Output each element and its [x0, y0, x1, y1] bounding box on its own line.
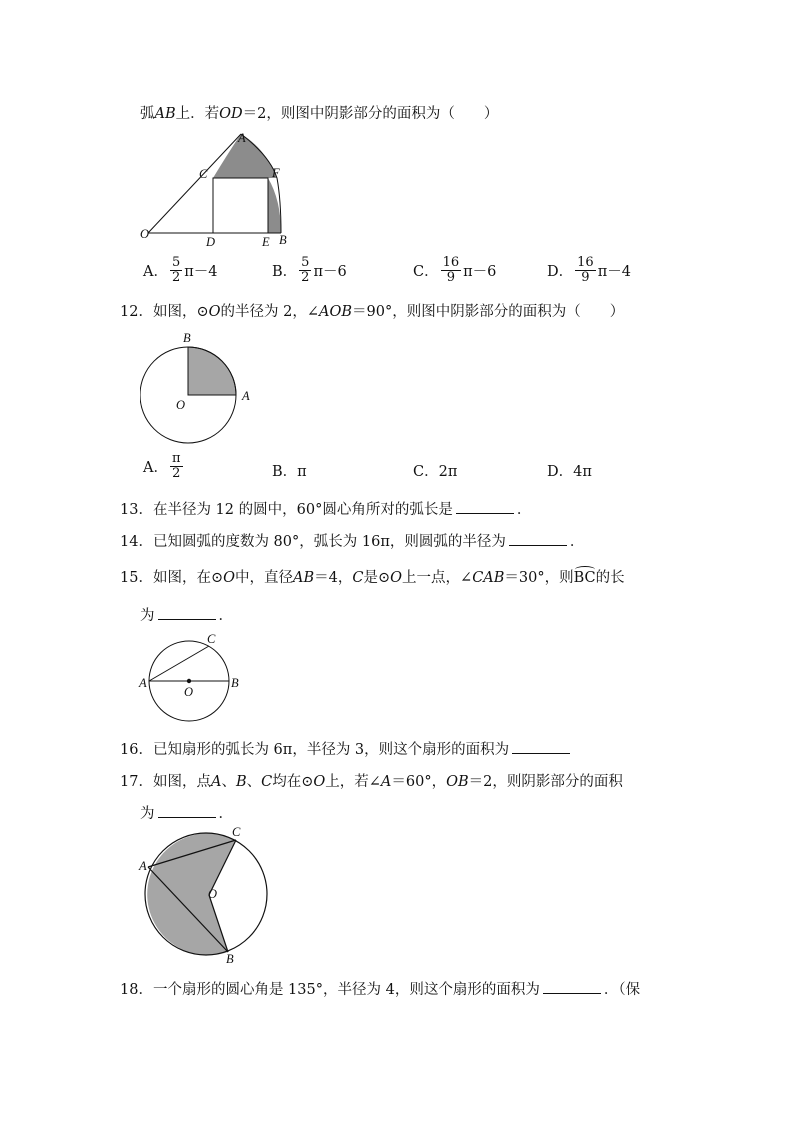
- q12-stem: [120, 300, 624, 321]
- answer-blank[interactable]: [158, 607, 216, 620]
- q15-center-dot: [187, 679, 191, 683]
- q12-shaded-sector: [188, 347, 236, 395]
- q17-text: 、: [246, 774, 262, 790]
- fraction-num: π: [171, 451, 181, 466]
- fraction-den: 2: [172, 466, 181, 481]
- q11-text: 弧: [140, 106, 155, 122]
- q17-var: A: [380, 774, 392, 790]
- question-number: 14．: [120, 534, 153, 550]
- q15-text: 是⊙: [363, 570, 391, 586]
- answer-blank[interactable]: [543, 981, 601, 994]
- q17-figure: [136, 824, 276, 966]
- q15-text: 为: [140, 608, 155, 624]
- q15-text: ＝4，: [314, 570, 353, 586]
- option-letter: D．: [547, 464, 574, 480]
- q16-text: 已知扇形的弧长为 6π，半径为 3，则这个扇形的面积为: [152, 742, 510, 758]
- q14-text: 已知圆弧的度数为 80°，弧长为 16π，则圆弧的半径为: [152, 534, 506, 550]
- q11-shaded-right: [268, 178, 281, 233]
- q18-text: 一个扇形的圆心角是 135°，半径为 4，则这个扇形的面积为: [152, 982, 540, 998]
- q11-text: 上．若: [175, 106, 220, 122]
- q17-end: ．: [218, 806, 233, 822]
- q15-label-a: A: [139, 676, 147, 690]
- fraction: [170, 256, 182, 285]
- answer-blank[interactable]: [509, 533, 567, 546]
- q13-end: ．: [516, 502, 532, 518]
- q17-var: OB: [446, 774, 469, 790]
- option-letter: B．: [272, 464, 298, 480]
- q11-option-a: [143, 256, 218, 285]
- q17-stem: [120, 770, 623, 791]
- q11-option-b: [272, 256, 347, 285]
- answer-blank[interactable]: [512, 741, 570, 754]
- q12-option-b: [272, 460, 307, 481]
- q15-var: AB: [293, 570, 315, 586]
- q12-label-a: A: [242, 389, 250, 403]
- q16-stem: [120, 738, 573, 759]
- option-letter: C．: [413, 264, 439, 280]
- option-letter: C．: [413, 464, 439, 480]
- q11-square-cdef: [213, 178, 268, 233]
- q15-text: 上一点，∠: [402, 570, 473, 586]
- q13-text: 在半径为 12 的圆中，60°圆心角所对的弧长是: [152, 502, 453, 518]
- option-letter: B．: [272, 264, 298, 280]
- option-value: π: [297, 464, 307, 480]
- q11-label-b: B: [279, 233, 287, 247]
- q11-label-d: D: [206, 235, 216, 248]
- fraction: [441, 256, 462, 285]
- q15-line2: [140, 604, 233, 625]
- q17-text: ＝60°，: [391, 774, 447, 790]
- q15-var: O: [390, 570, 403, 586]
- q12-option-c: [413, 460, 457, 481]
- question-number: 12．: [120, 304, 153, 320]
- q18-end: ．（保: [603, 982, 641, 998]
- q17-label-c: C: [232, 825, 241, 839]
- option-tail: π－4: [184, 264, 218, 280]
- fraction-den: 2: [171, 270, 181, 285]
- q15-var: C: [352, 570, 364, 586]
- answer-blank[interactable]: [158, 805, 216, 818]
- option-value: 2π: [438, 464, 458, 480]
- fraction-num: 5: [171, 255, 181, 270]
- fraction-num: 16: [442, 255, 460, 270]
- q18-stem: [120, 978, 640, 999]
- q15-var: O: [223, 570, 235, 586]
- q15-figure: [136, 630, 246, 724]
- q12-text: 如图，⊙: [152, 304, 209, 320]
- question-number: 16．: [120, 742, 153, 758]
- option-tail: π－4: [597, 264, 631, 280]
- q15-text: 的长: [595, 570, 625, 586]
- fraction-num: 5: [301, 255, 310, 270]
- option-letter: A．: [143, 264, 168, 280]
- fraction-den: 2: [301, 270, 310, 285]
- q15-text: ＝30°，则: [504, 570, 574, 586]
- q11-label-f: F: [272, 166, 280, 180]
- q15-stem: [120, 566, 625, 587]
- q11-text: ＝2，则图中阴影部分的面积为（ ）: [242, 106, 499, 122]
- q11-continuation: [140, 102, 498, 123]
- q17-text: 、: [221, 774, 236, 790]
- q15-arc-bc: BC: [573, 570, 596, 586]
- q17-label-a: A: [139, 859, 147, 873]
- question-number: 17．: [120, 774, 153, 790]
- q15-text: 如图，在⊙: [152, 570, 224, 586]
- q15-var: CAB: [472, 570, 505, 586]
- q11-figure: [140, 128, 300, 248]
- fraction-den: 9: [581, 270, 590, 285]
- q15-label-o: O: [184, 685, 194, 699]
- q12-option-d: [547, 460, 592, 481]
- q11-label-o: O: [140, 227, 150, 241]
- fraction-den: 9: [446, 270, 456, 285]
- q11-label-c: C: [199, 167, 208, 181]
- q15-text: 中，直径: [235, 570, 293, 586]
- q15-chord-ac: [149, 646, 209, 681]
- q15-end: ．: [218, 608, 233, 624]
- q17-text: 如图，点: [152, 774, 211, 790]
- q14-stem: [120, 530, 584, 551]
- q12-text: 的半径为 2，∠: [220, 304, 319, 320]
- fraction-num: 16: [577, 255, 594, 270]
- q12-figure: [140, 330, 260, 448]
- q13-stem: [120, 498, 531, 519]
- q17-label-o: O: [208, 887, 218, 901]
- q12-var-aob: AOB: [318, 304, 352, 320]
- q17-text: 上，若∠: [325, 774, 381, 790]
- q17-line2: [140, 802, 233, 823]
- answer-blank[interactable]: [456, 501, 514, 514]
- option-tail: π－6: [463, 264, 497, 280]
- q17-var: O: [313, 774, 326, 790]
- q12-var-o: O: [208, 304, 221, 320]
- q14-end: ．: [569, 534, 585, 550]
- question-number: 13．: [120, 502, 153, 518]
- q17-text: 均在⊙: [272, 774, 314, 790]
- q17-text: ＝2，则阴影部分的面积: [468, 774, 623, 790]
- option-letter: D．: [547, 264, 574, 280]
- q15-label-c: C: [207, 632, 216, 646]
- q17-var: A: [210, 774, 222, 790]
- question-number: 15．: [120, 570, 153, 586]
- fraction: [170, 452, 183, 481]
- question-number: 18．: [120, 982, 153, 998]
- q17-var: B: [235, 774, 247, 790]
- q12-label-b: B: [183, 331, 191, 345]
- q11-var-od: OD: [219, 106, 243, 122]
- q17-var: C: [261, 774, 273, 790]
- q11-label-a: A: [238, 131, 246, 145]
- q11-var-ab: AB: [154, 106, 176, 122]
- q11-label-e: E: [262, 235, 270, 248]
- q15-label-b: B: [231, 676, 239, 690]
- q17-label-b: B: [226, 952, 234, 966]
- option-letter: A．: [143, 460, 168, 476]
- option-tail: π－6: [313, 264, 347, 280]
- q12-option-a: [143, 452, 185, 481]
- q11-line-oa: [148, 134, 241, 233]
- q11-option-c: [413, 256, 496, 285]
- q11-option-d: [547, 256, 631, 285]
- q12-text: ＝90°，则图中阴影部分的面积为（ ）: [352, 304, 625, 320]
- q17-text: 为: [140, 806, 155, 822]
- fraction: [575, 256, 596, 285]
- fraction: [299, 256, 311, 285]
- option-value: 4π: [573, 464, 592, 480]
- q12-label-o: O: [176, 398, 186, 412]
